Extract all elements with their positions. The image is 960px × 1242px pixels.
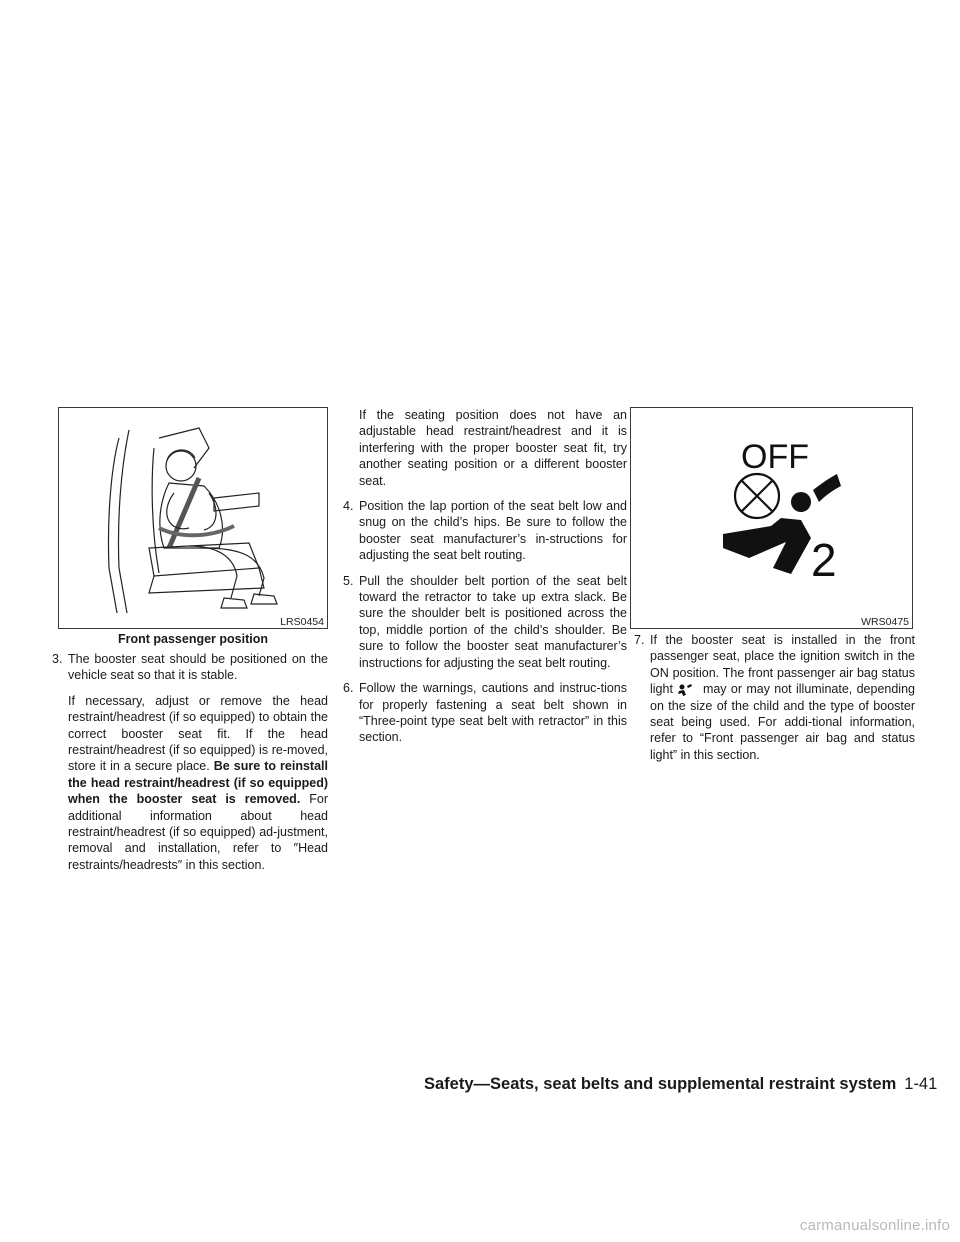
item-number: 3. bbox=[52, 652, 63, 666]
item-number: 4. bbox=[343, 499, 354, 514]
item-text: Position the lap portion of the seat belt low and snug on the child’s hips. Be sure to follow the booster seat manufacturer’s in-structions for adjusting the seat belt routing. bbox=[359, 499, 627, 563]
airbag-off-symbol bbox=[631, 408, 912, 628]
list-item-4 bbox=[343, 498, 627, 564]
list-item-5 bbox=[343, 573, 627, 671]
item-text: may or may not illuminate, depending on the size of the child and the type of booster seat being used. For addi-tional information, refer to “Front passenger air bag and status light” in this section. bbox=[650, 682, 915, 762]
list-item-6 bbox=[343, 680, 627, 746]
item-number: 7. bbox=[634, 633, 645, 647]
item-number: 6. bbox=[343, 681, 354, 696]
page-footer bbox=[424, 1075, 944, 1094]
passenger-head-icon bbox=[791, 492, 811, 512]
list-item-3 bbox=[52, 651, 328, 684]
figure-code: WRS0475 bbox=[861, 616, 909, 628]
paragraph-text: For additional information about head restraint/headrest (if so equipped) ad-justment, removal and installation, refer to ″Head restraints/headrests″ in this section. bbox=[68, 792, 328, 872]
paragraph-text: If necessary, adjust or remove the head restraint/headrest (if so equipped) to obtain the correct booster seat fit. If the head restraint/headrest (if so equipped) is re-moved, store it in a secure place. bbox=[68, 693, 328, 774]
column-3 bbox=[634, 632, 915, 763]
list-item-7 bbox=[634, 632, 915, 763]
child-booster-seat-drawing bbox=[59, 408, 327, 628]
figure-caption: Front passenger position bbox=[117, 632, 268, 646]
booster-seat-illustration bbox=[58, 407, 328, 629]
item-text: Follow the warnings, cautions and instruc-tions for properly fastening a seat belt shown in “Three-point type seat belt with retractor” in this section. bbox=[359, 681, 627, 745]
column-1 bbox=[52, 651, 328, 873]
column-2 bbox=[343, 407, 627, 746]
off-label: OFF bbox=[741, 438, 809, 476]
passenger-airbag-status-icon bbox=[677, 683, 693, 697]
passenger-body-icon bbox=[723, 518, 811, 574]
item-number: 5. bbox=[343, 573, 354, 588]
continuation-paragraph: If the seating position does not have an adjustable head restraint/headrest and it is interfering with the proper booster seat fit, try another seating position or a different booster seat. bbox=[359, 408, 627, 488]
airbag-off-indicator-illustration bbox=[630, 407, 913, 629]
page-number: 1-41 bbox=[904, 1075, 938, 1093]
item-text: The booster seat should be positioned on the vehicle seat so that it is stable. bbox=[68, 652, 328, 683]
seat-number: 2 bbox=[811, 534, 837, 586]
figure-code: LRS0454 bbox=[280, 616, 324, 628]
item-text: If the booster seat is installed in the front passenger seat, place the ignition switch in the ON position. The front passenger air bag status light bbox=[650, 633, 915, 697]
section-title: Safety—Seats, seat belts and supplemental restraint system bbox=[424, 1075, 897, 1093]
airbag-deploy-icon bbox=[813, 474, 841, 502]
item-text: Pull the shoulder belt portion of the seat belt toward the retractor to take up extra slack. Be sure the shoulder belt is positioned across the top, middle portion of the child’s shoulder. Be sure to follow the booster seat manufacturer’s instructions for adjusting the seat belt routing. bbox=[359, 573, 627, 670]
head-restraint-paragraph bbox=[52, 693, 328, 873]
warning-text: Be sure to reinstall the head restraint/headrest (if so equipped) when the booster seat is removed. bbox=[68, 759, 328, 807]
watermark: carmanualsonline.info bbox=[799, 1217, 950, 1234]
